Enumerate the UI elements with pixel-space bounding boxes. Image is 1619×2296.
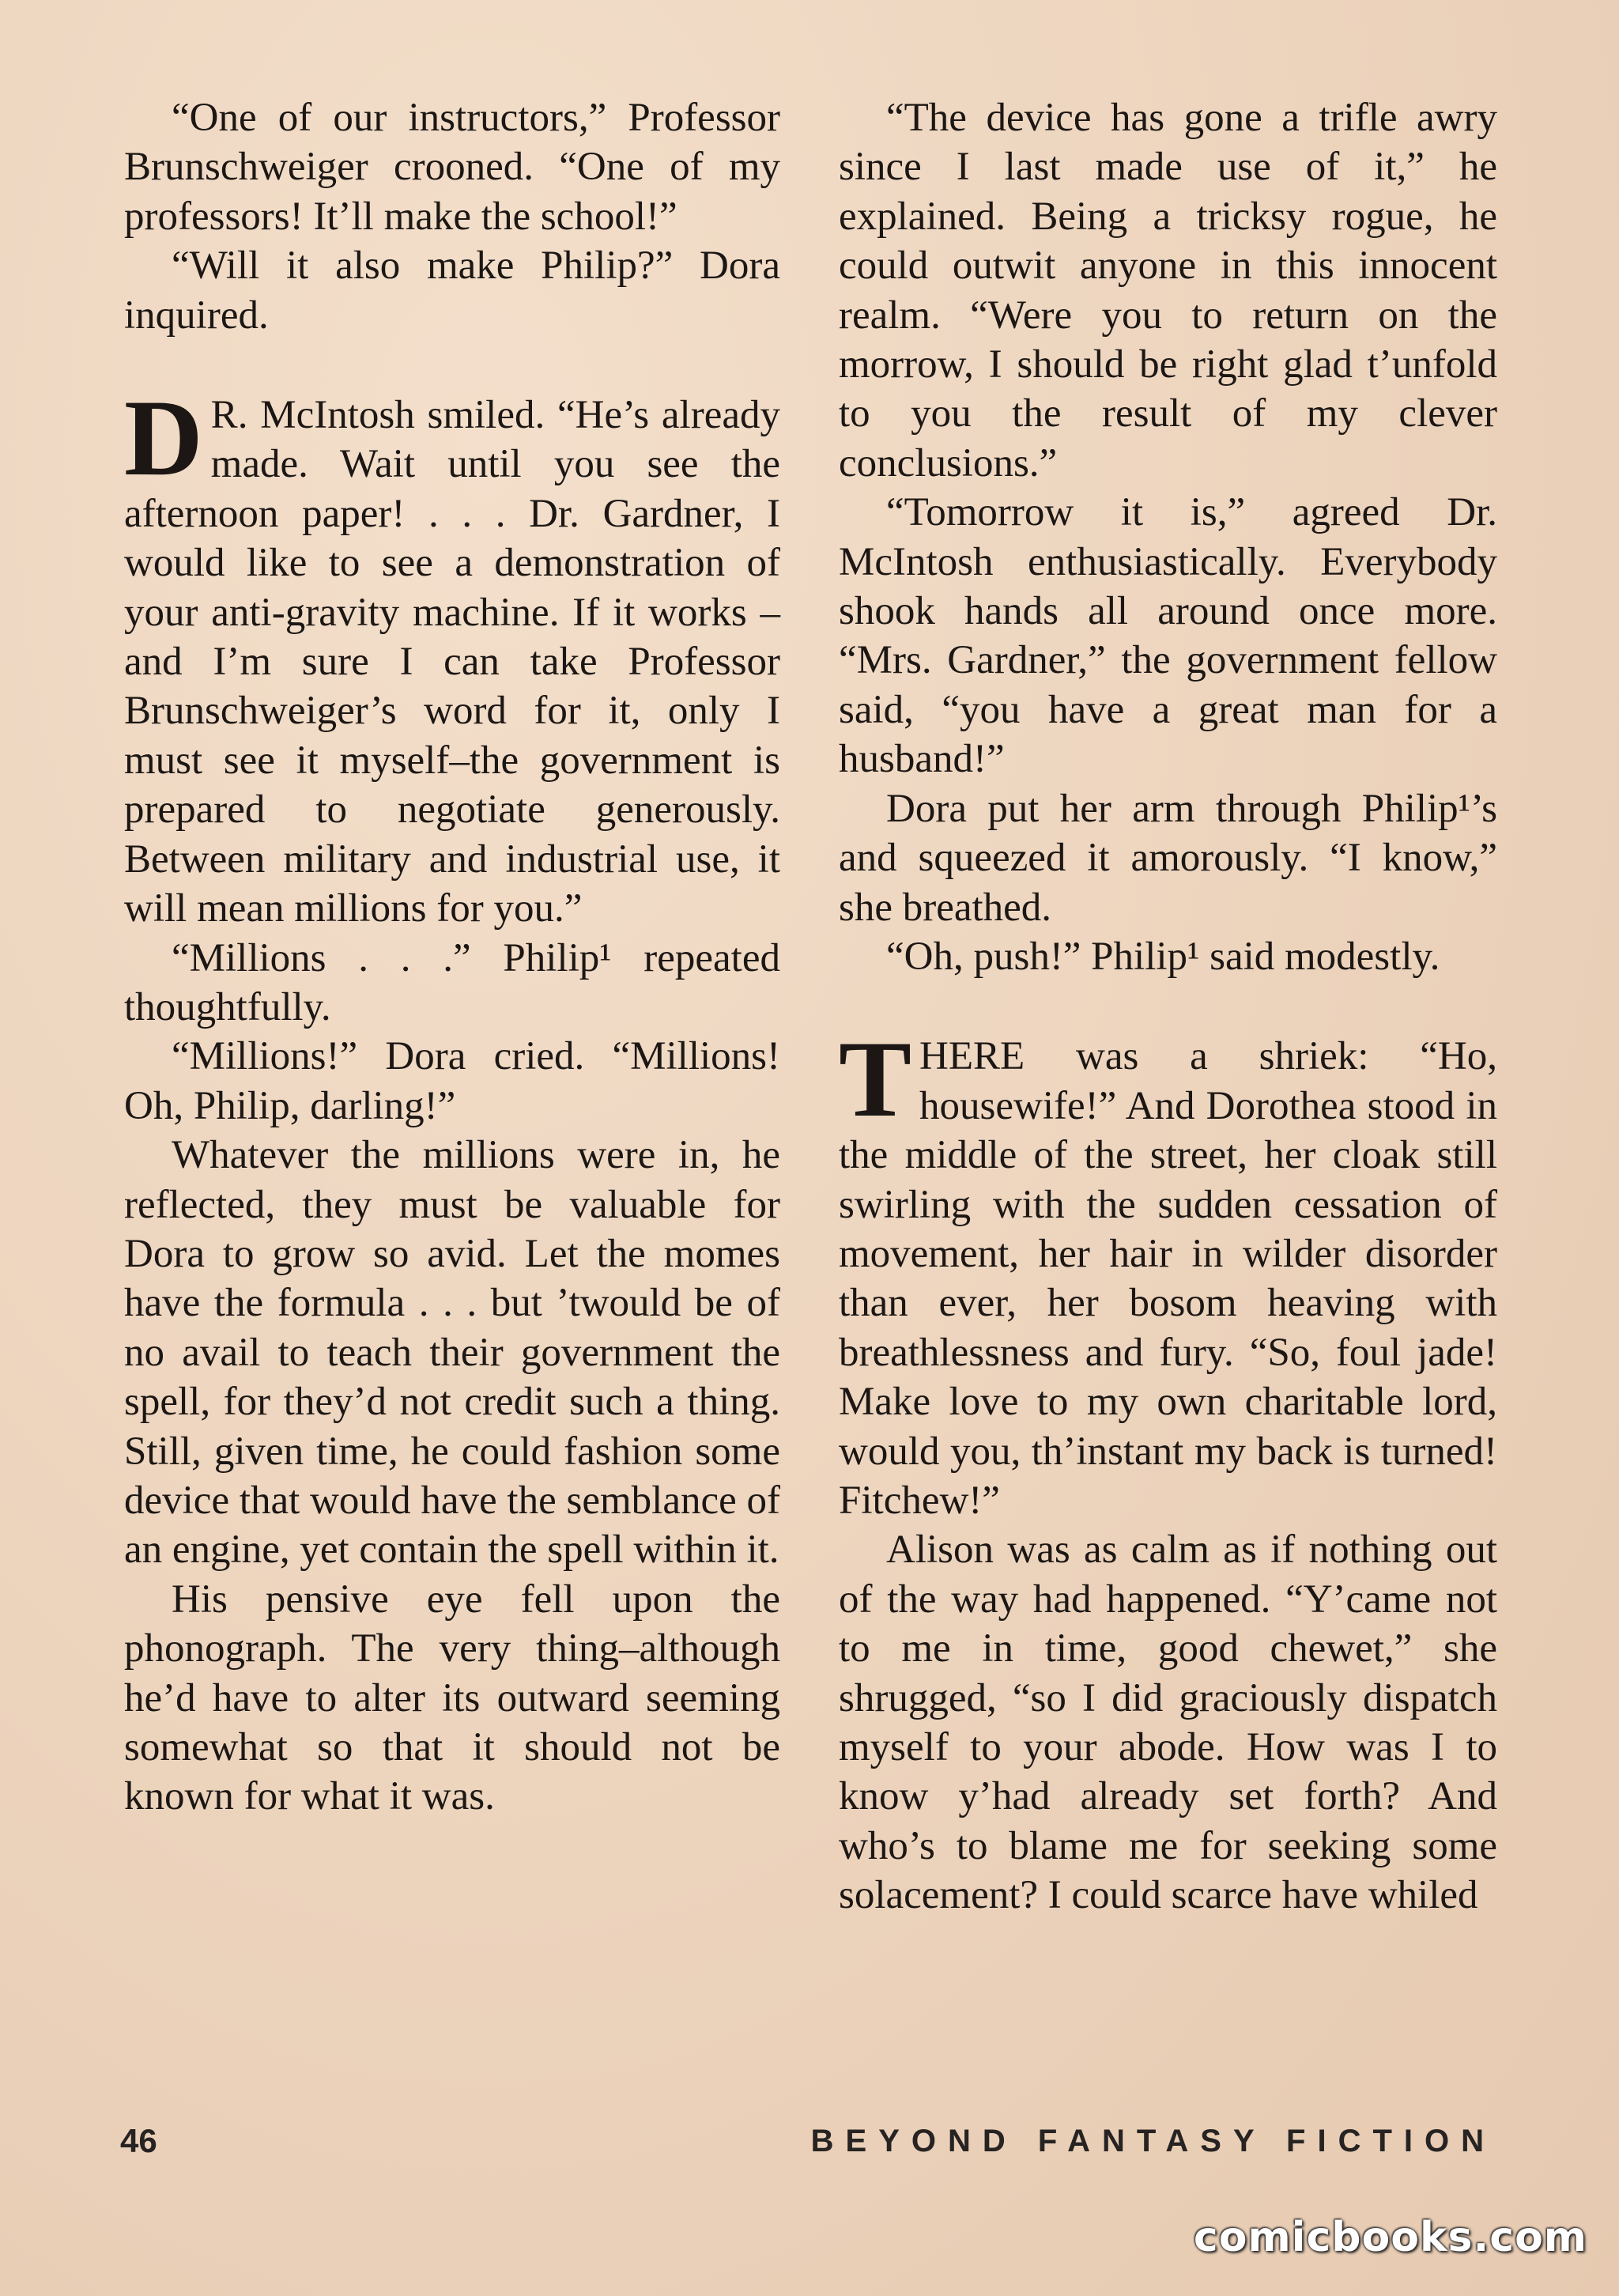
drop-cap: T <box>839 1018 912 1140</box>
paragraph: His pensive eye fell upon the phonograph. The very thing–although he’d have to alter its outward seeming somewhat so that it should not be known for what it was. <box>124 1577 780 1819</box>
paragraph-drop-cap <box>839 1018 1497 1525</box>
running-head: BEYOND FANTASY FICTION <box>810 2124 1496 2158</box>
paragraph: “One of our instructors,” Professor Brunschweiger crooned. “One of my professors! It’ll make the school!” <box>124 96 780 239</box>
paragraph: “Millions!” Dora cried. “Millions! Oh, Philip, darling!” <box>124 1034 780 1128</box>
paragraph: “Will it also make Philip?” Dora inquired. <box>124 244 780 338</box>
paragraph-text: R. McIntosh smiled. “He’s already made. Wait until you see the afternoon paper! . . . Dr. Gardner, I would like to see a demonstration of your anti-gravity machine. If it works – and I’m sure I can take Professor Brunschweiger’s word for it, only I must see it myself–the government is prepared to negotiate generously. Between military and industrial use, it will mean millions for you.” <box>124 393 780 931</box>
watermark: comicbooks.com <box>1193 2214 1587 2261</box>
paragraph: “The device has gone a trifle awry since I last made use of it,” he explained. Being a tricksy rogue, he could outwit anyone in this innocent realm. “Were you to return on the morrow, I should be right glad t’unfold to you the result of my clever conclusions.” <box>839 96 1497 485</box>
right-column <box>839 93 1497 1920</box>
paragraph-drop-cap <box>124 377 780 933</box>
paragraph-text: HERE was a shriek: “Ho, housewife!” And Dorothea stood in the middle of the street, her cloak still swirling with the sudden cessation of movement, her hair in wilder disorder than ever, her bosom heaving with breathlessness and fury. “So, foul jade! Make love to my own charitable lord, would you, th’instant my back is turned! Fitchew!” <box>839 1034 1497 1523</box>
paragraph: “Oh, push!” Philip¹ said modestly. <box>886 934 1440 979</box>
page-footer <box>120 2122 1496 2169</box>
page-number: 46 <box>120 2122 157 2159</box>
paragraph: “Millions . . .” Philip¹ repeated thoughtfully. <box>124 935 780 1029</box>
paragraph: Whatever the millions were in, he reflected, they must be valuable for Dora to grow so avid. Let the momes have the formula . . . but ’twould be of no avail to teach their government the spell, for they’d not credit such a thing. Still, given time, he could fashion some device that would have the semblance of an engine, yet contain the spell within it. <box>124 1133 780 1573</box>
paragraph: Dora put her arm through Philip¹’s and squeezed it amorously. “I know,” she breathed. <box>839 786 1497 930</box>
drop-cap: D <box>124 377 203 499</box>
paragraph: “Tomorrow it is,” agreed Dr. McIntosh enthusiastically. Everybody shook hands all around once more. “Mrs. Gardner,” the government fellow said, “you have a great man for a husband!” <box>839 490 1497 782</box>
left-column <box>124 93 780 1822</box>
paragraph: Alison was as calm as if nothing out of the way had happened. “Y’came not to me in time, good chewet,” she shrugged, “so I did graciously dispatch myself to your abode. How was I to know y’had already set forth? And who’s to blame me for seeking some solacement? I could scarce have whiled <box>839 1528 1497 1918</box>
